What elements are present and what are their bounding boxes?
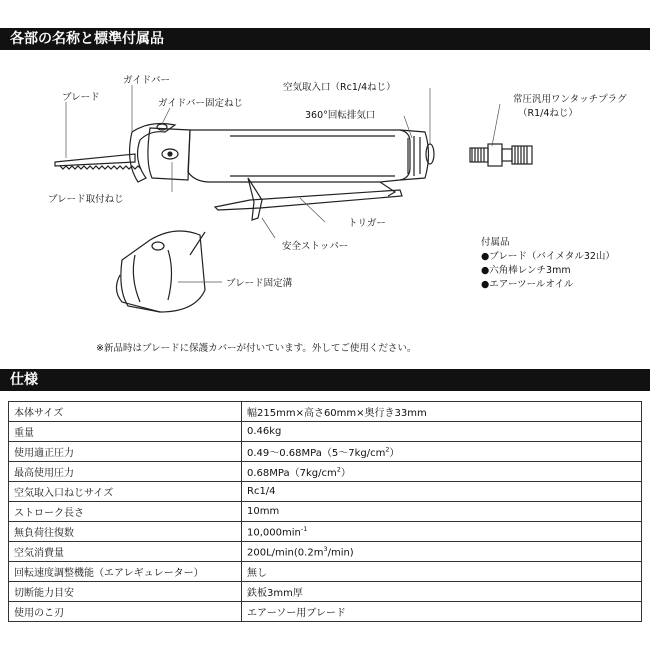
spec-value: 10mm xyxy=(242,502,642,522)
label-plug-line1: 常圧汎用ワンタッチプラグ xyxy=(513,94,627,105)
accessory-item: ●六角棒レンチ3mm xyxy=(481,265,571,276)
closeup-front xyxy=(116,231,205,312)
label-blade-groove: ブレード固定溝 xyxy=(226,278,293,289)
spec-key: 回転速度調整機能（エアレギュレーター） xyxy=(9,562,242,582)
accessories-list xyxy=(481,236,615,292)
table-row xyxy=(9,562,642,582)
spec-key: 無負荷往復数 xyxy=(9,522,242,542)
spec-value: $10,000\min^{-1}$ xyxy=(242,522,642,542)
spec-table xyxy=(8,401,642,622)
table-row xyxy=(9,402,642,422)
table-row xyxy=(9,422,642,442)
spec-value: 幅215mm×高さ60mm×奥行き33mm xyxy=(242,402,642,422)
accessories-title: 付属品 xyxy=(481,237,510,248)
section-title-specs: 仕様 xyxy=(10,372,38,388)
spec-key: 重量 xyxy=(9,422,242,442)
table-row xyxy=(9,582,642,602)
label-blade: ブレード xyxy=(62,92,100,103)
spec-key: 使用適正圧力 xyxy=(9,442,242,462)
spec-value: 無し xyxy=(242,562,642,582)
label-blade-screw: ブレード取付ねじ xyxy=(48,194,124,205)
table-row xyxy=(9,542,642,562)
saw-body xyxy=(188,130,410,182)
spec-value: 鉄板3mm厚 xyxy=(242,582,642,602)
spec-key: 本体サイズ xyxy=(9,402,242,422)
spec-value: エアーソー用ブレード xyxy=(242,602,642,622)
table-row xyxy=(9,502,642,522)
label-trigger: トリガー xyxy=(348,218,386,229)
label-plug-line2: （R1/4ねじ） xyxy=(518,108,578,119)
table-row xyxy=(9,522,642,542)
spec-key: 空気消費量 xyxy=(9,542,242,562)
accessory-item: ●エアーツールオイル xyxy=(481,279,574,290)
section-title-parts: 各部の名称と標準付属品 xyxy=(10,31,164,47)
label-safety-stopper: 安全ストッパー xyxy=(282,241,349,252)
spec-value: 0.49〜0.68MPa（5〜$7kg/cm^2$） xyxy=(242,442,642,462)
table-row xyxy=(9,482,642,502)
blade xyxy=(55,154,135,166)
label-air-inlet: 空気取入口（Rc1/4ねじ） xyxy=(283,82,396,93)
spec-key: 切断能力目安 xyxy=(9,582,242,602)
spec-key: 使用のこ刃 xyxy=(9,602,242,622)
spec-key: 空気取入口ねじサイズ xyxy=(9,482,242,502)
label-guide-bar-screw: ガイドバー固定ねじ xyxy=(158,98,244,109)
label-guide-bar: ガイドバー xyxy=(123,75,171,86)
table-row xyxy=(9,462,642,482)
spec-value: Rc1/4 xyxy=(242,482,642,502)
label-exhaust: 360°回転排気口 xyxy=(305,110,376,121)
plug xyxy=(470,144,532,166)
section-header-specs xyxy=(0,369,650,391)
table-row xyxy=(9,442,642,462)
trigger-lever xyxy=(215,190,402,210)
protective-cover-note: ※新品時はブレードに保護カバーが付いています。外してご使用ください。 xyxy=(96,343,417,354)
spec-value: $0.68MPa(7kg/cm^2)$ xyxy=(242,462,642,482)
spec-value: $200L/\min(0.2m^3/\min)$ xyxy=(242,542,642,562)
spec-value: 0.46kg xyxy=(242,422,642,442)
accessory-item: ●ブレード（バイメタル32山） xyxy=(481,251,615,262)
spec-key: 最高使用圧力 xyxy=(9,462,242,482)
section-header-parts xyxy=(0,28,650,50)
table-row xyxy=(9,602,642,622)
spec-key: ストローク長さ xyxy=(9,502,242,522)
